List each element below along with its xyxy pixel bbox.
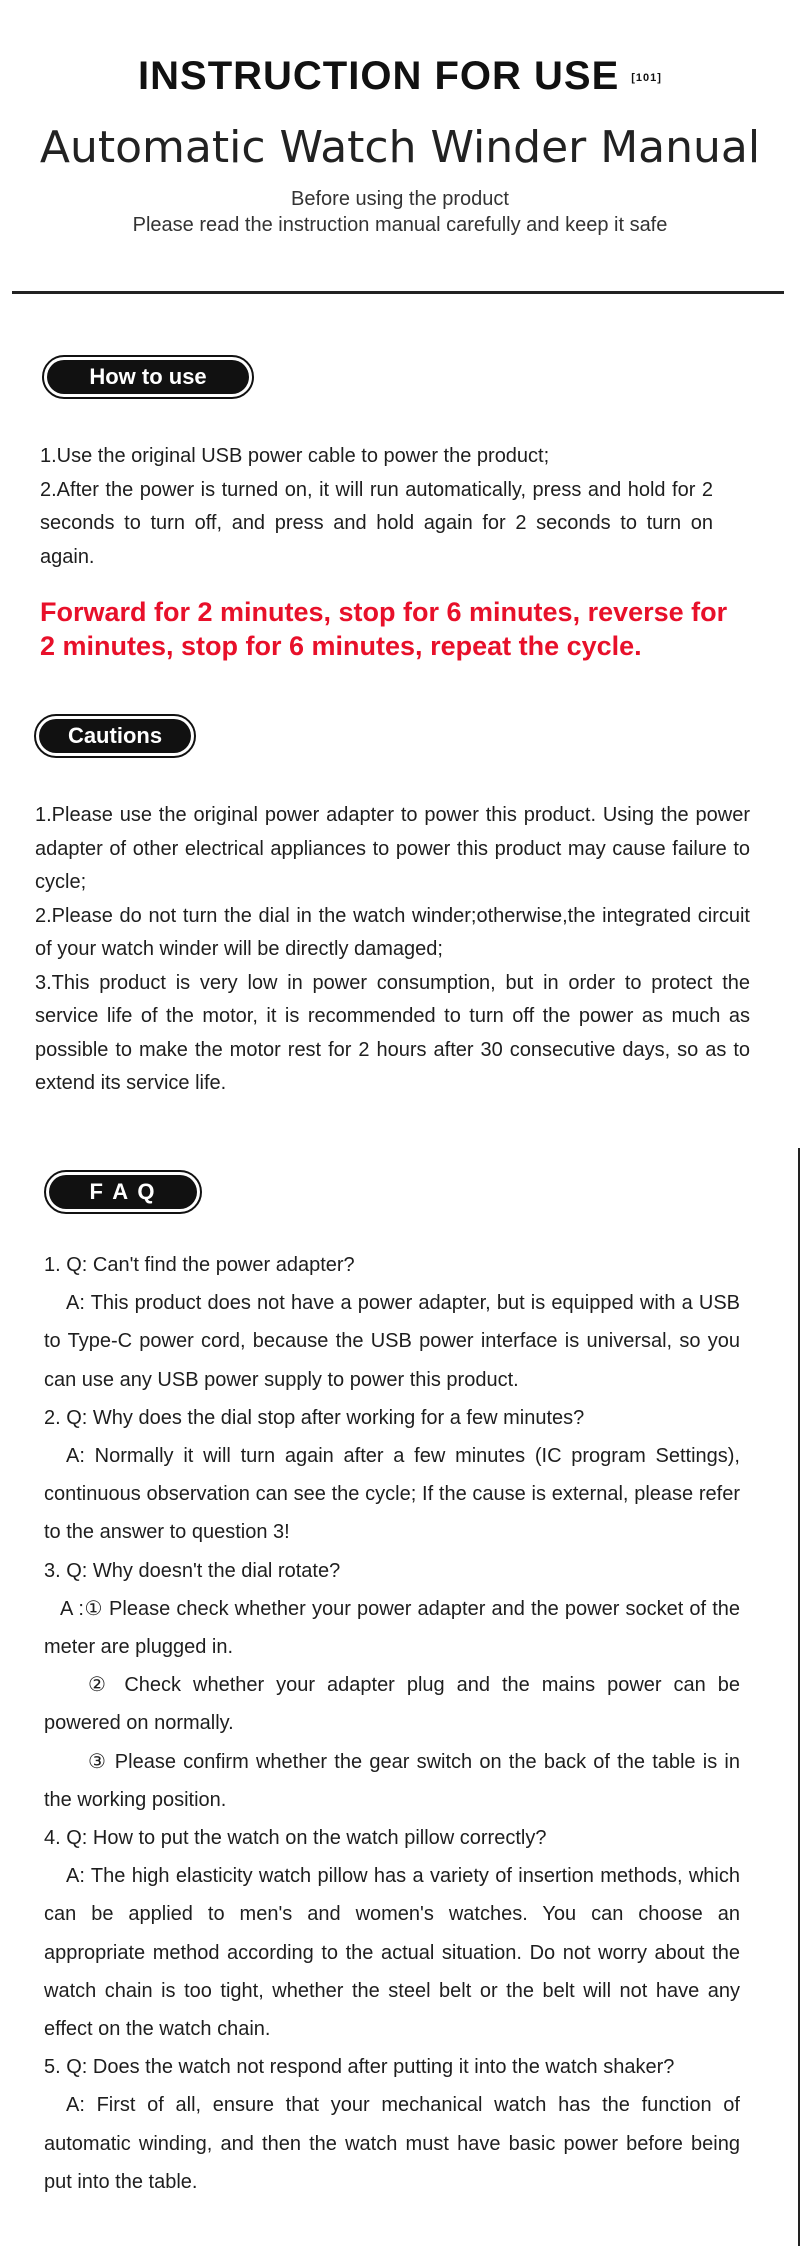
faq-list [44,1246,740,2201]
how-to-use-text [40,440,713,574]
model-code: [101] [631,72,662,85]
caution-item-2: 2.Please do not turn the dial in the watch winder;otherwise,the integrated circuit of your watch winder will be directly damaged; [35,904,750,960]
how-to-use-heading [42,355,254,399]
faq-answer-3-part-2: ② Check whether your adapter plug and the mains power can be powered on normally. [44,1674,740,1735]
faq-answer-3-part-3: ③ Please confirm whether the gear switch on the back of the table is in the working position. [44,1750,740,1811]
cautions-label: Cautions [39,719,191,753]
how-to-use-step-2: 2.After the power is turned on, it will run automatically, press and hold for 2 seconds to turn off, and press and hold again for 2 seconds to turn on again. [40,478,713,568]
how-to-use-label: How to use [47,360,249,394]
faq-question-3: 3. Q: Why doesn't the dial rotate? [44,1559,341,1582]
faq-label: F A Q [49,1175,197,1209]
cycle-highlight: Forward for 2 minutes, stop for 6 minutes, reverse for 2 minutes, stop for 6 minutes, repeat the cycle. [40,597,728,661]
faq-answer-4: A: The high elasticity watch pillow has a variety of insertion methods, which can be applied to men's and women's watches. You can choose an appropriate method according to the actual situation. Do not worry about the watch chain is too tight, whether the steel belt or the belt will not have any effect on the watch chain. [44,1865,740,2041]
faq-heading [44,1170,202,1214]
faq-question-1: 1. Q: Can't find the power adapter? [44,1254,355,1276]
faq-question-5: 5. Q: Does the watch not respond after putting it into the watch shaker? [44,2056,675,2079]
faq-question-4: 4. Q: How to put the watch on the watch pillow correctly? [44,1827,547,1850]
caution-item-1: 1.Please use the original power adapter to power this product. Using the power adapter of other electrical appliances to power this product may cause failure to cycle; [35,804,750,893]
faq-answer-1: A: This product does not have a power adapter, but is equipped with a USB to Type-C power cord, because the USB power interface is universal, so you can use any USB power supply to power this product. [44,1292,740,1391]
how-to-use-step-1: 1.Use the original USB power cable to power the product; [40,445,550,467]
faq-answer-2: A: Normally it will turn again after a few minutes (IC program Settings), continuous observation can see the cycle; If the cause is external, please refer to the answer to question 3! [44,1445,740,1544]
cautions-heading [34,714,196,758]
intro-note-2: Please read the instruction manual carefully and keep it safe [132,214,668,236]
title-text: INSTRUCTION FOR USE [138,54,620,98]
faq-answer-3-part-1: A :① Please check whether your power adapter and the power socket of the meter are plugged in. [44,1597,740,1659]
cautions-text [35,799,750,1101]
caution-item-3: 3.This product is very low in power consumption, but in order to protect the service life of the motor, it is recommended to turn off the power as much as possible to make the motor rest for 2 hours after 30 consecutive days, so as to extend its service life. [35,971,750,1094]
manual-subtitle: Automatic Watch Winder Manual [39,122,761,173]
header-divider [12,291,784,294]
intro-note-1: Before using the product [291,188,509,210]
faq-answer-5: A: First of all, ensure that your mechanical watch has the function of automatic winding, and then the watch must have basic power before being put into the table. [44,2094,740,2193]
faq-question-2: 2. Q: Why does the dial stop after working for a few minutes? [44,1406,585,1429]
page-title [0,54,800,99]
